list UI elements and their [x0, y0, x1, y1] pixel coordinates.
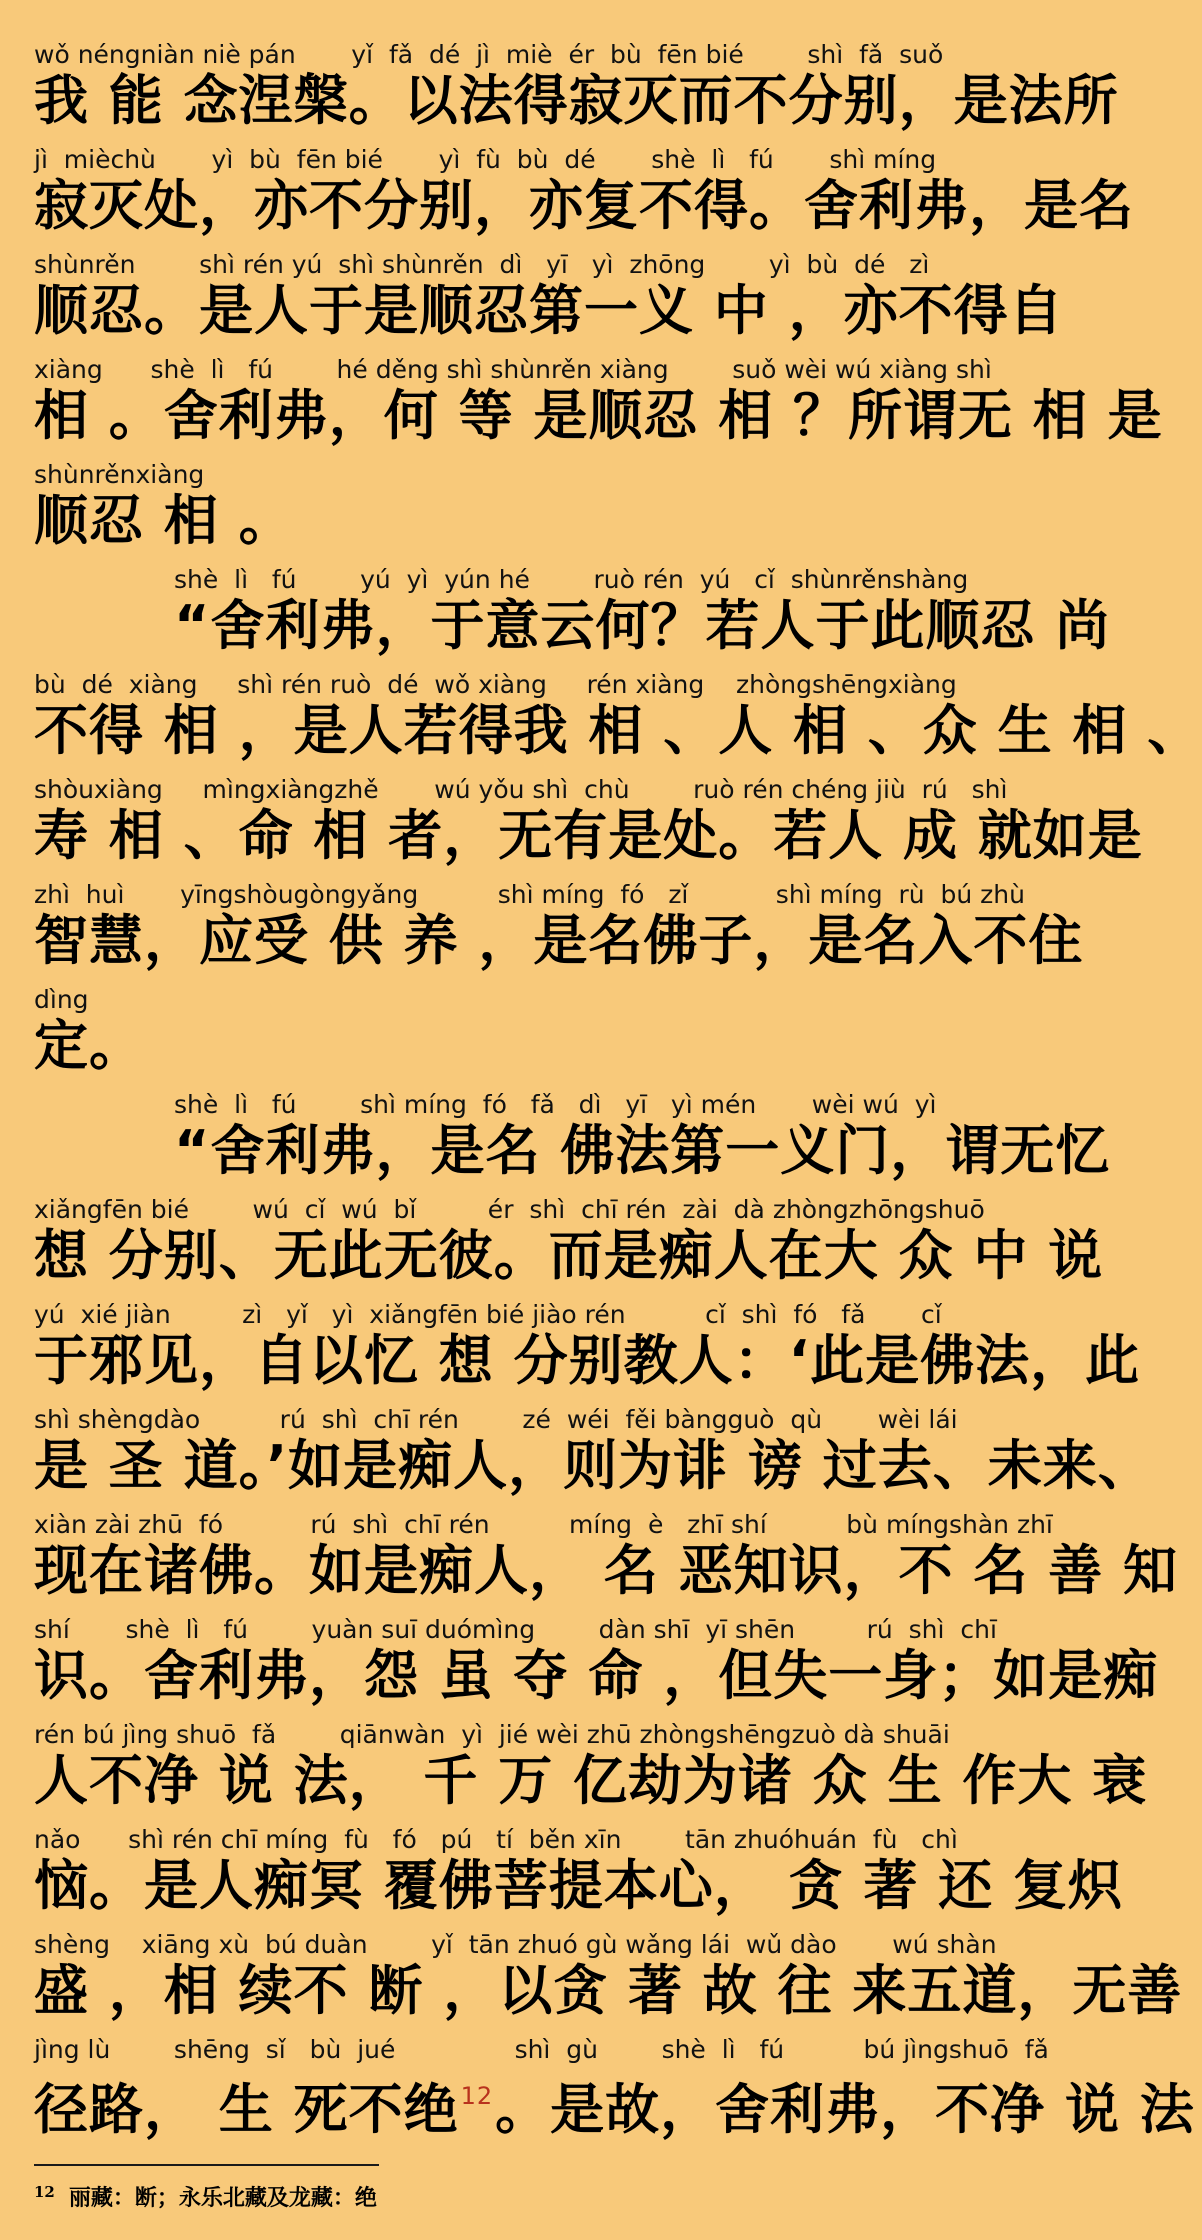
text-line — [34, 40, 1119, 145]
text-line — [34, 985, 1052, 1090]
hanzi-line: “舍利弗，是名 佛法第一义门，谓无忆 — [174, 1119, 1111, 1182]
hanzi-line: 想 分别、无此无彼。而是痴人在大 众 中 说 — [34, 1224, 1104, 1287]
hanzi-line: 盛 ，相 续不 断 ，以贪 著 故 往 来五道，无善 — [34, 1959, 1183, 2022]
footnote-mark: 12 — [34, 2183, 55, 2201]
text-line — [34, 460, 1052, 565]
hanzi-line — [34, 2065, 1195, 2141]
pinyin-line: jìng lù shēng sǐ bù jué shì gù shè lì fú bú jìngshuō fǎ — [34, 2035, 1049, 2064]
pinyin-line: shùnrěnxiàng — [34, 460, 205, 489]
text-line — [34, 355, 1163, 460]
hanzi-line: 我 能 念涅槃。以法得寂灭而不分别，是法所 — [34, 69, 1119, 132]
text-line — [34, 1510, 1178, 1615]
pinyin-line: xiàn zài zhū fó rú shì chī rén míng è zhī shí bù míngshàn zhī — [34, 1510, 1053, 1539]
footnote-divider — [34, 2164, 379, 2166]
pinyin-line: zhì huì yīngshòugòngyǎng shì míng fó zǐ shì míng rù bú zhù — [34, 880, 1025, 909]
hanzi-line: 寿 相 、命 相 者，无有是处。若人 成 就如是 — [34, 804, 1143, 867]
footnote — [34, 2178, 377, 2213]
hanzi-line: 顺忍 相 。 — [34, 489, 294, 552]
text-line — [34, 2035, 1195, 2141]
pinyin-line: shùnrěn shì rén yú shì shùnrěn dì yī yì zhōng yì bù dé zì — [34, 250, 930, 279]
pinyin-line: xiǎngfēn bié wú cǐ wú bǐ ér shì chī rén zài dà zhòngzhōngshuō — [34, 1195, 985, 1224]
text-line — [34, 1300, 1141, 1405]
hanzi-line: 现在诸佛。如是痴人， 名 恶知识，不 名 善 知 — [34, 1539, 1178, 1602]
hanzi-line: 识。舍利弗，怨 虽 夺 命 ，但失一身；如是痴 — [34, 1644, 1159, 1707]
text-line — [34, 1720, 1148, 1825]
pinyin-line: shè lì fú yú yì yún hé ruò rén yú cǐ shùnrěnshàng — [174, 565, 969, 594]
pinyin-line: xiàng shè lì fú hé děng shì shùnrěn xiàng suǒ wèi wú xiàng shì — [34, 355, 992, 384]
hanzi-line: 人不净 说 法， 千 万 亿劫为诸 众 生 作大 衰 — [34, 1749, 1148, 1812]
hanzi-line: 寂灭处，亦不分别，亦复不得。舍利弗，是名 — [34, 174, 1134, 237]
pinyin-line: bù dé xiàng shì rén ruò dé wǒ xiàng rén xiàng zhòngshēngxiàng — [34, 670, 957, 699]
hanzi-line: 不得 相 ，是人若得我 相 、人 相 、众 生 相 、 — [34, 699, 1202, 762]
text-line — [34, 670, 1202, 775]
text-line — [34, 250, 1064, 355]
hanzi-line: 相 。舍利弗，何 等 是顺忍 相 ？所谓无 相 是 — [34, 384, 1163, 447]
footnote-text: 丽藏：断；永乐北藏及龙藏：绝 — [68, 2185, 377, 2211]
text-line — [34, 1930, 1183, 2035]
paragraph-start-line — [34, 565, 1111, 670]
hanzi-line: 定。 — [34, 1014, 144, 1077]
hanzi-line: 顺忍。是人于是顺忍第一义 中 ，亦不得自 — [34, 279, 1064, 342]
footnote-reference[interactable]: 12 — [460, 2082, 494, 2110]
pinyin-line: jì mièchù yì bù fēn bié yì fù bù dé shè lì fú shì míng — [34, 145, 937, 174]
hanzi-line: 于邪见，自以忆 想 分别教人：‘此是佛法，此 — [34, 1329, 1141, 1392]
sutra-text — [34, 0, 1202, 2141]
pinyin-line: dìng — [34, 985, 89, 1014]
pinyin-line: wǒ néngniàn niè pán yǐ fǎ dé jì miè ér bù fēn bié shì fǎ suǒ — [34, 40, 944, 69]
pinyin-line: shèng xiāng xù bú duàn yǐ tān zhuó gù wǎng lái wǔ dào wú shàn — [34, 1930, 997, 1959]
hanzi-line: “舍利弗，于意云何？若人于此顺忍 尚 — [174, 594, 1111, 657]
text-line — [34, 1615, 1159, 1720]
hanzi-segment: 。是故，舍利弗，不净 说 法 — [495, 2078, 1195, 2141]
text-line — [34, 1195, 1104, 1300]
pinyin-line: shè lì fú shì míng fó fǎ dì yī yì mén wèi wú yì — [174, 1090, 937, 1119]
hanzi-line: 智慧，应受 供 养 ，是名佛子，是名入不住 — [34, 909, 1084, 972]
pinyin-line: shí shè lì fú yuàn suī duómìng dàn shī yī shēn rú shì chī — [34, 1615, 997, 1644]
text-line — [34, 1825, 1123, 1930]
text-line — [34, 775, 1143, 880]
text-line — [34, 145, 1134, 250]
hanzi-line: 恼。是人痴冥 覆佛菩提本心， 贪 著 还 复炽 — [34, 1854, 1123, 1917]
pinyin-line: rén bú jìng shuō fǎ qiānwàn yì jié wèi zhū zhòngshēngzuò dà shuāi — [34, 1720, 950, 1749]
text-line — [34, 1405, 1153, 1510]
pinyin-line: shì shèngdào rú shì chī rén zé wéi fěi bàngguò qù wèi lái — [34, 1405, 958, 1434]
hanzi-line: 是 圣 道。’如是痴人，则为诽 谤 过去、未来、 — [34, 1434, 1153, 1497]
pinyin-line: shòuxiàng mìngxiàngzhě wú yǒu shì chù ruò rén chéng jiù rú shì — [34, 775, 1008, 804]
paragraph-start-line — [34, 1090, 1111, 1195]
text-line — [34, 880, 1084, 985]
pinyin-line: yú xié jiàn zì yǐ yì xiǎngfēn bié jiào rén cǐ shì fó fǎ cǐ — [34, 1300, 942, 1329]
pinyin-line: nǎo shì rén chī míng fù fó pú tí běn xīn tān zhuóhuán fù chì — [34, 1825, 958, 1854]
hanzi-segment: 径路， 生 死不绝 — [34, 2078, 459, 2141]
